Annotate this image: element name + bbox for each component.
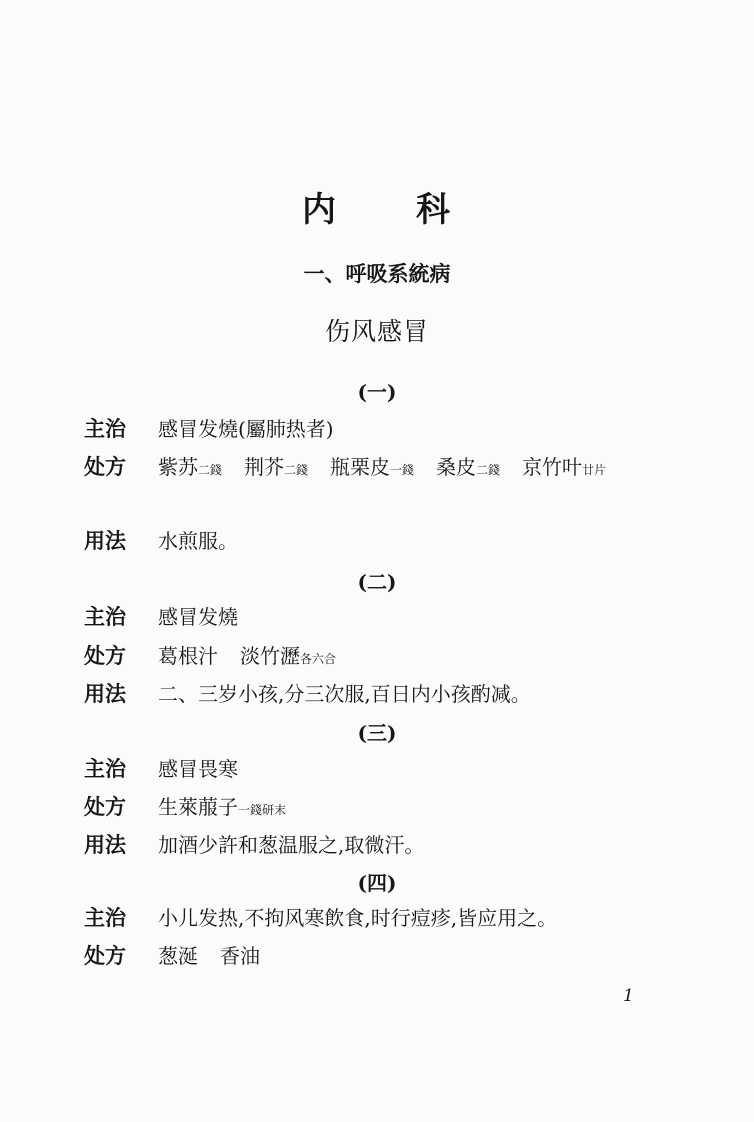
usage-text: 水煎服。 <box>158 529 238 553</box>
indication-text: 感冒发燒(屬肺热者) <box>158 417 334 441</box>
herb-name: 葱涎 <box>158 944 198 968</box>
herb-dose: 二錢 <box>198 463 223 477</box>
recipe-usage-row <box>84 830 684 860</box>
indication-label: 主治 <box>84 605 126 629</box>
herb-dose: 廿片 <box>582 463 607 477</box>
indication-label: 主治 <box>84 906 126 930</box>
chapter-title-right: 科 <box>416 190 452 230</box>
indication-label: 主治 <box>84 417 126 441</box>
recipe-indication-row <box>84 414 684 444</box>
recipe-number: (三) <box>357 721 397 745</box>
herb-name: 紫苏 <box>158 455 198 479</box>
section-heading: 一、呼吸系統病 <box>303 262 451 286</box>
recipe-number: (一) <box>357 380 397 404</box>
recipe-usage-row <box>84 679 684 709</box>
recipe-formula-row <box>84 941 684 971</box>
herb-name: 荆芥 <box>244 455 285 479</box>
page-number: 1 <box>623 986 634 1006</box>
herb-name: 淡竹瀝 <box>240 644 300 668</box>
formula-label: 处方 <box>84 644 126 668</box>
usage-label: 用法 <box>84 833 126 857</box>
herb-dose: 二錢 <box>476 463 501 477</box>
recipe-formula-row <box>84 641 684 674</box>
usage-label: 用法 <box>84 682 126 706</box>
formula-label: 处方 <box>84 795 126 819</box>
herb-name: 桑皮 <box>436 455 477 479</box>
indication-text: 小儿发热,不拘风寒飲食,时行痘疹,皆应用之。 <box>158 906 558 930</box>
recipe-formula-row <box>84 792 684 825</box>
recipe-indication-row <box>84 754 684 784</box>
recipe-number: (二) <box>357 570 397 594</box>
recipe-formula-row <box>84 452 684 485</box>
usage-label: 用法 <box>84 529 126 553</box>
formula-label: 处方 <box>84 455 126 479</box>
chapter-title <box>0 182 754 231</box>
recipe-number: (四) <box>357 871 397 895</box>
indication-text: 感冒发燒 <box>158 605 238 629</box>
recipe-indication-row <box>84 903 684 933</box>
recipe-usage-row <box>84 526 684 556</box>
indication-label: 主治 <box>84 757 126 781</box>
herb-name: 葛根汁 <box>158 644 218 668</box>
herb-name: 瓶栗皮 <box>330 455 391 479</box>
recipe-indication-row <box>84 602 684 632</box>
formula-label: 处方 <box>84 944 126 968</box>
indication-text: 感冒畏寒 <box>158 757 238 781</box>
subject-heading: 伤风感冒 <box>324 317 429 346</box>
herb-name: 生萊菔子 <box>158 795 238 819</box>
herb-dose: 一錢研末 <box>238 803 287 817</box>
usage-text: 二、三岁小孩,分三次服,百日内小孩酌减。 <box>158 682 531 706</box>
herb-name: 香油 <box>220 944 260 968</box>
usage-text: 加酒少許和葱温服之,取微汗。 <box>158 833 425 857</box>
chapter-title-left: 内 <box>302 190 338 230</box>
herb-dose: 二錢 <box>284 463 309 477</box>
herb-dose: 各六合 <box>300 652 337 666</box>
herb-name: 京竹叶 <box>522 455 583 479</box>
herb-dose: 一錢 <box>390 463 415 477</box>
